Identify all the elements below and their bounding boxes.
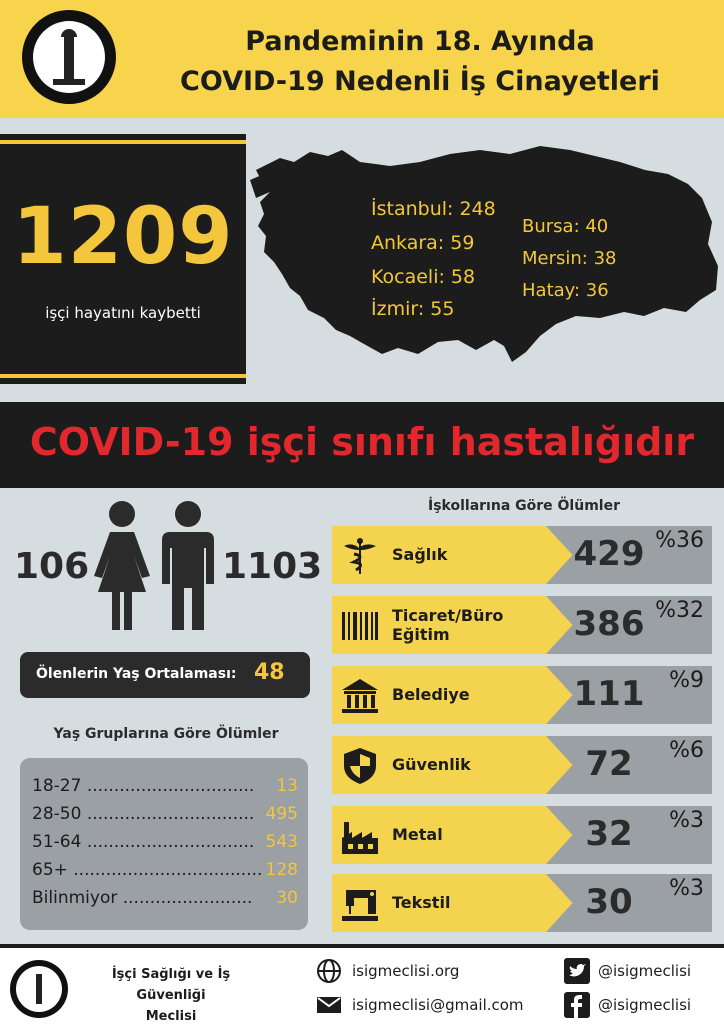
footer-org-line-1: İşçi Sağlığı ve İş Güvenliği xyxy=(111,967,231,1003)
age-row-dots: ............................... xyxy=(86,832,255,852)
man-icon xyxy=(158,500,218,632)
sector-percent: %32 xyxy=(655,598,704,623)
title-line-1: Pandeminin 18. Ayında xyxy=(245,26,595,57)
sector-row-ticaret xyxy=(332,596,712,654)
sector-label: Tekstil xyxy=(392,893,451,912)
city-istanbul: İstanbul: 248 xyxy=(371,198,496,220)
sector-percent: %36 xyxy=(655,528,704,553)
sector-label: Güvenlik xyxy=(392,755,471,774)
sector-row-guvenlik xyxy=(332,736,712,794)
age-group-value: 13 xyxy=(276,776,298,796)
city-hatay: Hatay: 36 xyxy=(522,280,609,301)
sector-label: Metal xyxy=(392,825,443,844)
sector-row-tekstil xyxy=(332,874,712,932)
sector-row-metal xyxy=(332,806,712,864)
age-row xyxy=(32,832,298,856)
footer-facebook-link[interactable]: @isigmeclisi xyxy=(598,996,692,1014)
age-row xyxy=(32,776,298,800)
city-ankara: Ankara: 59 xyxy=(371,232,475,254)
sector-row-belediye xyxy=(332,666,712,724)
age-group-label: Bilinmiyor xyxy=(32,888,123,908)
bottom-yellow-rule xyxy=(0,374,246,378)
sector-percent: %6 xyxy=(669,738,704,763)
age-group-value: 128 xyxy=(265,860,298,880)
shield-icon xyxy=(340,746,380,786)
footer-email-link[interactable]: isigmeclisi@gmail.com xyxy=(352,996,524,1014)
sector-label xyxy=(392,606,503,644)
building-icon xyxy=(340,676,380,716)
footer-twitter-link[interactable]: @isigmeclisi xyxy=(598,962,692,980)
sector-count: 30 xyxy=(585,882,633,922)
twitter-icon xyxy=(564,958,590,984)
average-age-box xyxy=(20,652,310,698)
top-yellow-rule xyxy=(0,140,246,144)
footer-org-name xyxy=(76,964,266,1024)
caduceus-icon xyxy=(340,536,380,576)
age-row xyxy=(32,804,298,828)
page-title xyxy=(130,22,710,102)
average-age-value: 48 xyxy=(254,660,285,685)
globe-icon xyxy=(316,958,342,984)
city-kocaeli: Kocaeli: 58 xyxy=(371,266,476,288)
age-row xyxy=(32,888,298,912)
age-group-value: 30 xyxy=(276,888,298,908)
footer-website-link[interactable]: isigmeclisi.org xyxy=(352,962,460,980)
sector-count: 429 xyxy=(573,534,645,574)
age-row xyxy=(32,860,298,884)
female-deaths: 106 xyxy=(14,546,90,587)
woman-icon xyxy=(92,500,152,632)
age-group-value: 543 xyxy=(265,832,298,852)
sector-count: 111 xyxy=(573,674,645,714)
sector-row-saglik xyxy=(332,526,712,584)
age-group-label: 28-50 xyxy=(32,804,87,824)
slogan-text: COVID-19 işçi sınıfı hastalığıdır xyxy=(29,420,695,464)
sector-percent: %3 xyxy=(669,808,704,833)
factory-icon xyxy=(340,816,380,856)
isig-logo xyxy=(22,10,116,104)
sector-label-line-2: Eğitim xyxy=(392,625,450,644)
age-row-dots: ............................... xyxy=(86,776,255,796)
slogan-banner xyxy=(0,402,724,488)
total-deaths-number: 1209 xyxy=(12,192,234,282)
age-group-label: 51-64 xyxy=(32,832,87,852)
sector-label-line-1: Ticaret/Büro xyxy=(392,606,504,625)
sector-label: Sağlık xyxy=(392,545,448,564)
sector-count: 72 xyxy=(585,744,633,784)
city-bursa: Bursa: 40 xyxy=(522,216,609,237)
footer xyxy=(0,944,724,1024)
sector-percent: %9 xyxy=(669,668,704,693)
city-mersin: Mersin: 38 xyxy=(522,248,617,269)
sector-percent: %3 xyxy=(669,876,704,901)
age-row-dots: ............................... xyxy=(86,804,255,824)
sector-count: 386 xyxy=(573,604,645,644)
age-groups-title: Yaş Gruplarına Göre Ölümler xyxy=(53,726,279,742)
total-deaths-box xyxy=(0,134,246,384)
sectors-title: İşkollarına Göre Ölümler xyxy=(428,498,620,514)
average-age-label: Ölenlerin Yaş Ortalaması: xyxy=(36,666,237,682)
sewing-machine-icon xyxy=(340,884,380,924)
sector-label: Belediye xyxy=(392,685,470,704)
male-deaths: 1103 xyxy=(222,546,323,587)
sector-count: 32 xyxy=(585,814,633,854)
header xyxy=(0,0,724,118)
total-deaths-caption: işçi hayatını kaybetti xyxy=(45,304,201,322)
footer-org-line-2: Meclisi xyxy=(145,1009,197,1024)
age-row-dots: ................................... xyxy=(73,860,263,880)
age-group-label: 18-27 xyxy=(32,776,87,796)
age-groups-box xyxy=(20,758,308,930)
turkey-map xyxy=(250,140,720,370)
city-izmir: İzmir: 55 xyxy=(371,298,455,320)
facebook-icon xyxy=(564,992,590,1018)
age-group-value: 495 xyxy=(265,804,298,824)
age-group-label: 65+ xyxy=(32,860,74,880)
mail-icon xyxy=(316,992,342,1018)
footer-isig-logo xyxy=(10,960,68,1018)
barcode-icon xyxy=(340,606,380,646)
title-line-2: COVID-19 Nedenli İş Cinayetleri xyxy=(180,66,660,97)
age-row-dots: ........................ xyxy=(122,888,253,908)
